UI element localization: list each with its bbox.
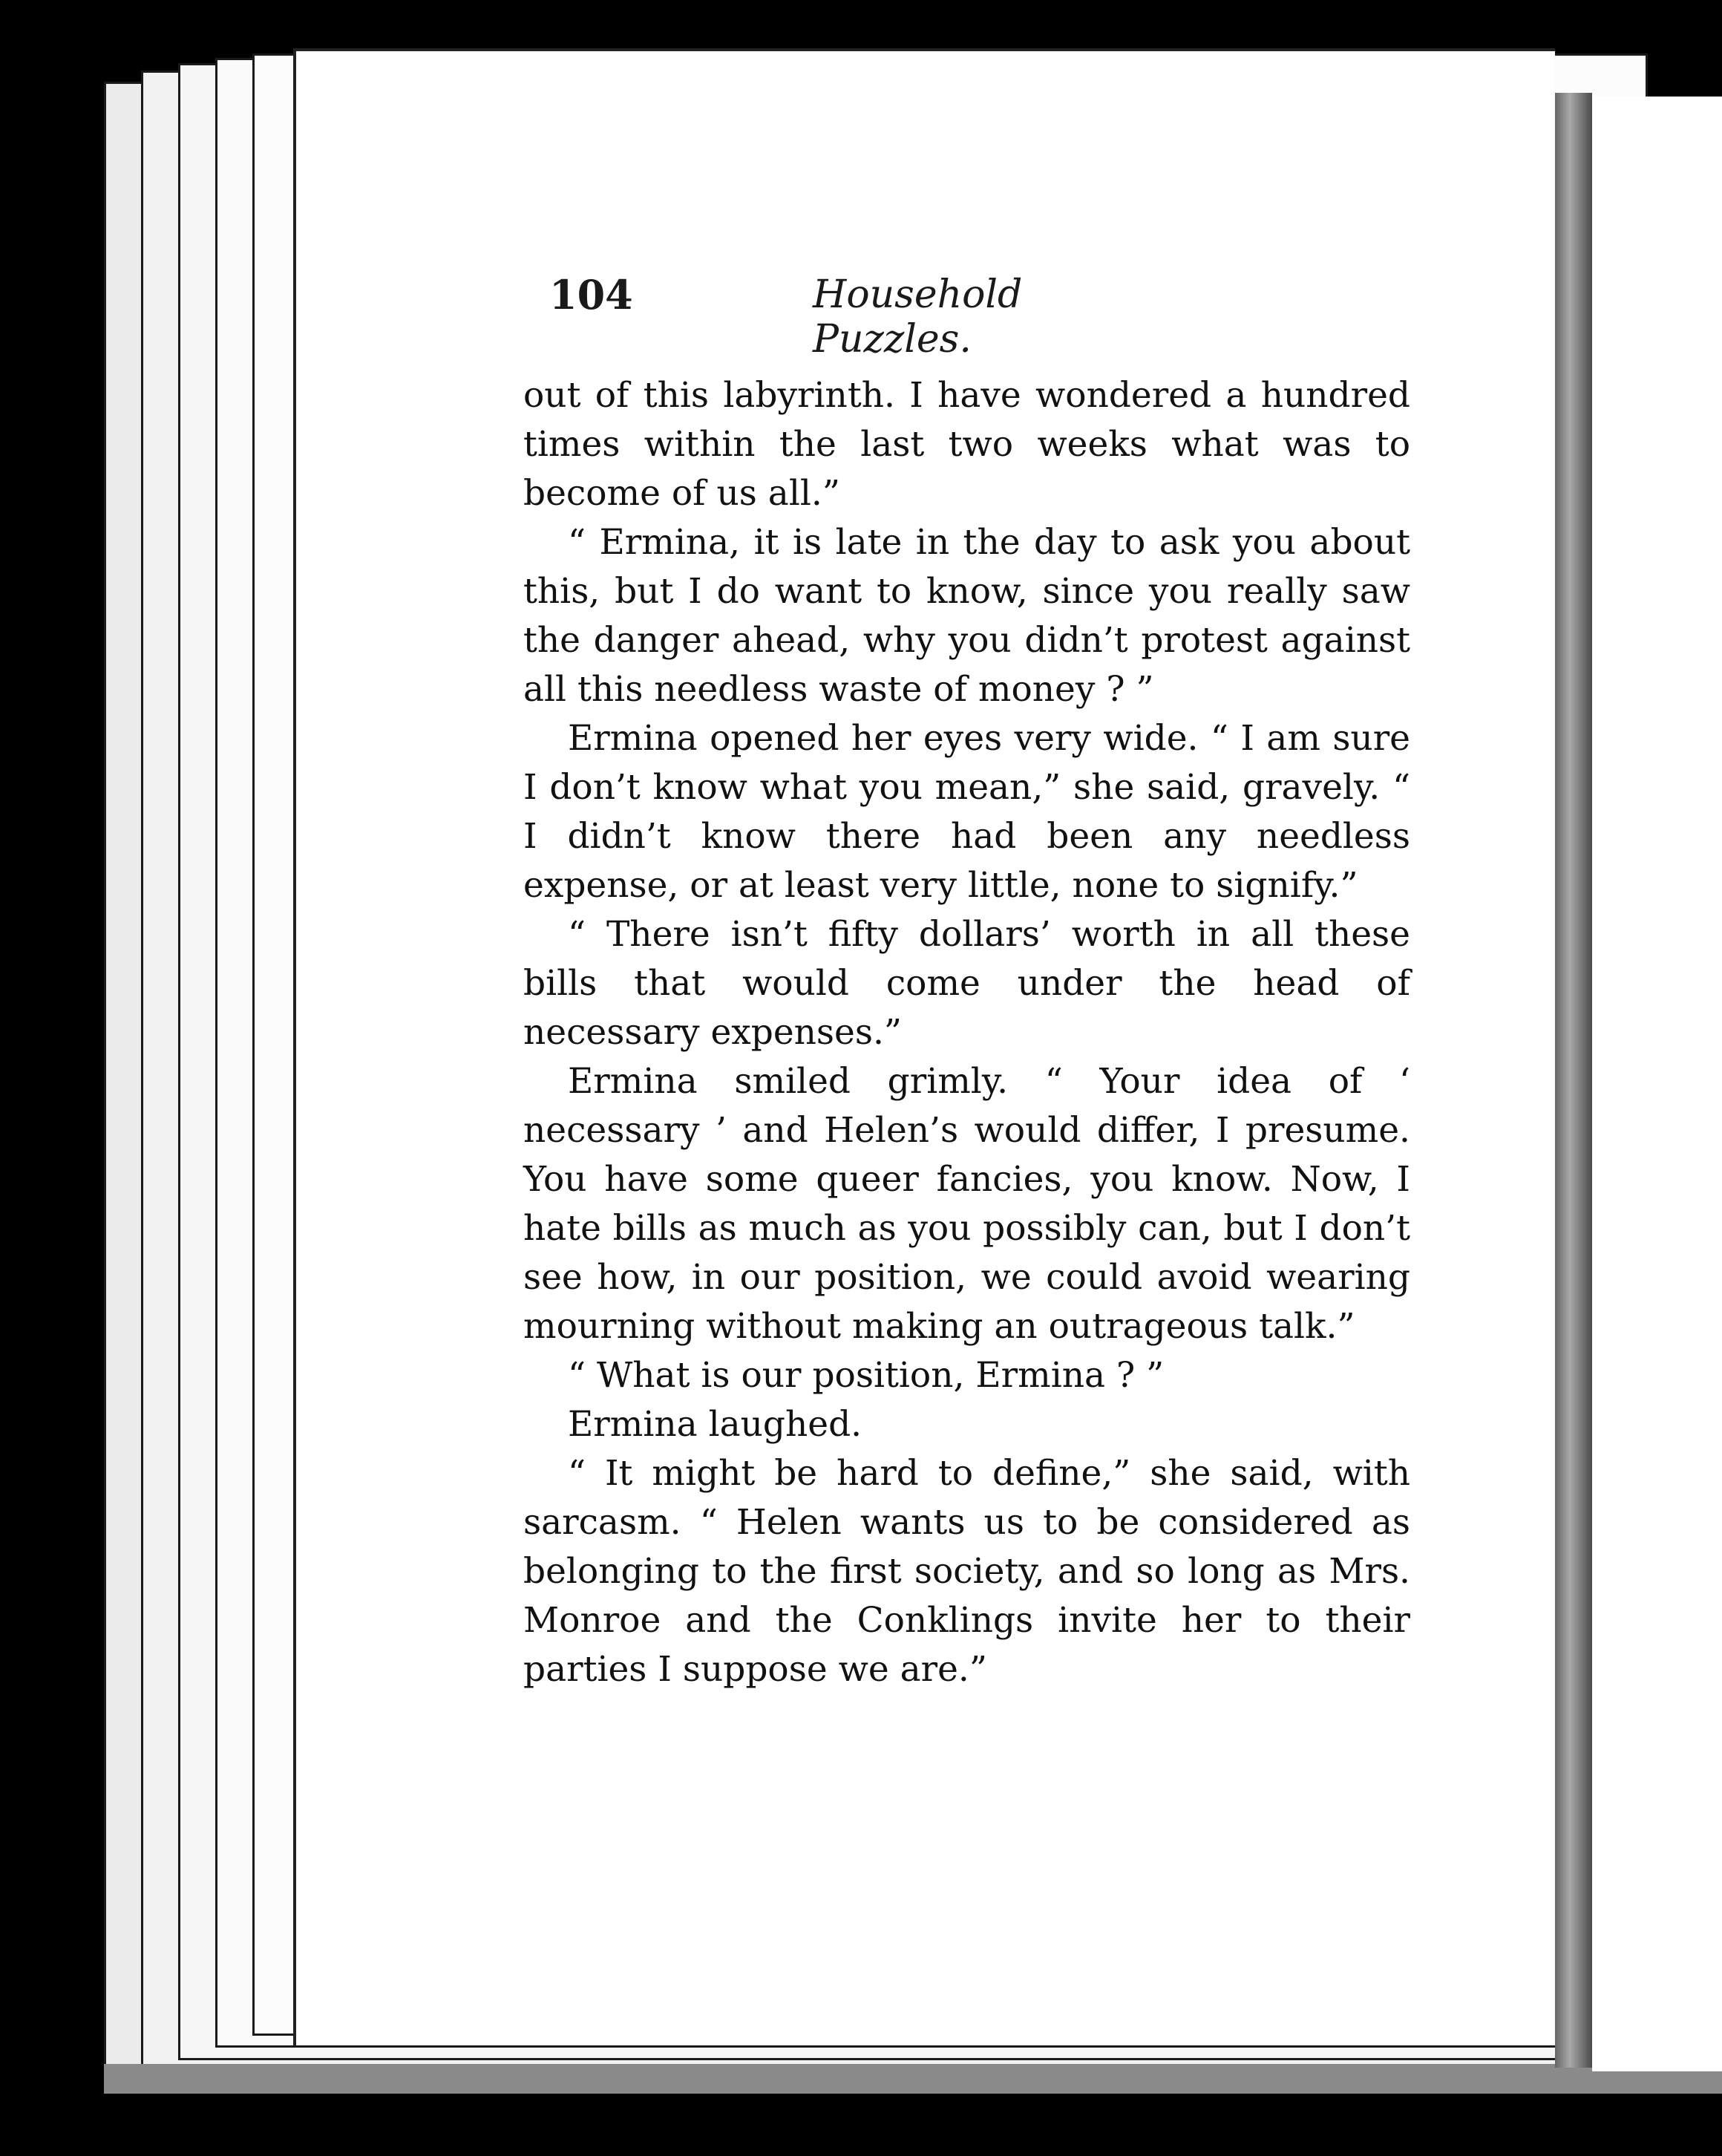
paragraph: “ There isn’t fifty dollars’ worth in all these bills that would come under the head of necessary expenses.” [523, 914, 1410, 1053]
paragraph: “ Ermina, it is late in the day to ask you about this, but I do want to know, since you really saw the danger ahead, why you didn’t protest against all this needless waste of money ? ” [523, 522, 1410, 710]
paragraph: Ermina laughed. [568, 1404, 862, 1445]
body-text [523, 371, 1410, 1694]
paragraph: “ It might be hard to define,” she said, with sarcasm. “ Helen wants us to be considered as belonging to the first society, and so long as Mrs. Monroe and the Conklings invite her to their parties I suppose we are.” [523, 1453, 1410, 1690]
page-number: 104 [549, 271, 633, 318]
paragraph: Ermina opened her eyes very wide. “ I am sure I don’t know what you mean,” she said, gravely. “ I didn’t know there had been any needless expense, or at least very little, none to signify.” [523, 718, 1410, 906]
page-header [549, 271, 1165, 362]
paragraph: Ermina smiled grimly. “ Your idea of ‘ necessary ’ and Helen’s would differ, I presume. You have some queer fancies, you know. Now, I hate bills as much as you possibly can, but I don’t see how, in our position, we could avoid wearing mourning without making an outrageous talk.” [523, 1061, 1410, 1347]
running-title: Household Puzzles. [813, 272, 1023, 362]
book-bottom-edge [104, 2064, 1722, 2094]
paragraph: out of this labyrinth. I have wondered a hundred times within the last two weeks what was to become of us all.” [523, 375, 1410, 514]
facing-page-fragment [1592, 97, 1722, 2071]
book-gutter [1555, 93, 1592, 2068]
paragraph: “ What is our position, Ermina ? ” [568, 1355, 1165, 1396]
